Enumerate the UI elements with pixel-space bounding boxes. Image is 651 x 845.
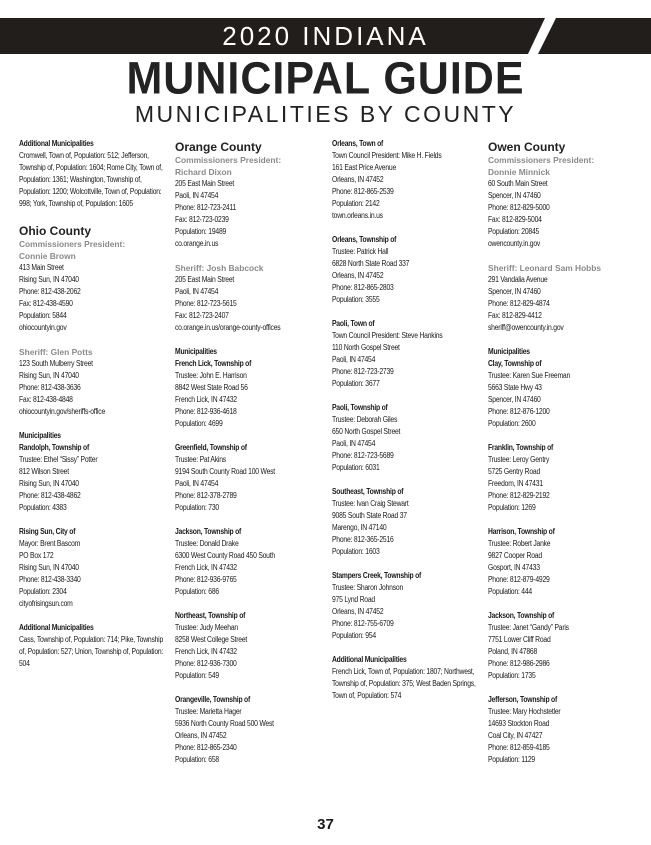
entry-line: Phone: 812-936-4618 [175,407,237,416]
entry-line: co.orange.in.us [175,239,219,248]
entry-line: Trustee: Robert Janke [488,539,551,548]
entry-line: Trustee: Pat Akins [175,455,226,464]
entry-line: Phone: 812-438-3340 [19,575,81,584]
entry-heading: Clay, Township of [488,359,542,368]
entry-line: Fax: 812-723-2407 [175,311,229,320]
entry-line: Trustee: Ivan Craig Stewart [332,499,409,508]
spacer [332,390,480,402]
entry-line: Trustee: John E. Harrison [175,371,247,380]
entry-line: Population: 1735 [488,671,536,680]
column-1 [19,138,167,670]
entry-line: 8842 West State Road 56 [175,383,248,392]
entry-line: Population: 658 [175,755,219,764]
entry-line: Town Council President: Steve Hankins [332,331,443,340]
entry-heading: Paoli, Town of [332,319,375,328]
spacer [488,514,636,526]
entry-line: Population: 444 [488,587,532,596]
spacer [332,222,480,234]
entry-line: Spencer, IN 47460 [488,287,541,296]
entry-line: Phone: 812-723-5615 [175,299,237,308]
entry-line: Orleans, IN 47452 [332,607,384,616]
officer-label: Sheriff: Glen Potts [19,347,93,357]
entry-line: PO Box 172 [19,551,54,560]
entry-line: Population: 2304 [19,587,67,596]
column-4 [488,138,636,766]
entry-line: Phone: 812-876-1200 [488,407,550,416]
entry-line: Phone: 812-865-2803 [332,283,394,292]
entry-line: Paoli, IN 47454 [332,355,376,364]
entry-line: Gosport, IN 47433 [488,563,540,572]
entry-line: 110 North Gospel Street [332,343,400,352]
county-name: Owen County [488,140,566,154]
entry-line: Fax: 812-438-4590 [19,299,73,308]
officer-label: Donnie Minnick [488,167,550,177]
entry-line: Trustee: Karen Sue Freeman [488,371,571,380]
entry-heading: Jackson, Township of [175,527,242,536]
entry-line: Phone: 812-986-2986 [488,659,550,668]
entry-line: Coal City, IN 47427 [488,731,543,740]
entry-paragraph: Cass, Township of, Population: 714; Pike, Township of, Population: 527; Union, Township of, Population: 504 [19,635,164,668]
entry-line: Phone: 812-365-2516 [332,535,394,544]
entry-line: Phone: 812-438-4862 [19,491,81,500]
entry-line: Phone: 812-378-2789 [175,491,237,500]
spacer [175,250,323,262]
entry-line: 413 Main Street [19,263,64,272]
entry-heading: Jackson, Township of [488,611,555,620]
entry-line: 9827 Cooper Road [488,551,542,560]
entry-line: Phone: 812-829-4874 [488,299,550,308]
entry-line: Trustee: Leroy Gentry [488,455,550,464]
entry-paragraph: Cromwell, Town of, Population: 512; Jefferson, Township of, Population: 1604; Rome City, Town of, Population: 1361; Washington, Township of, Population: 1200; Wolcottville, Town of, Population: 998; York, Township of, Population: 1605 [19,151,163,208]
entry-line: Population: 1129 [488,755,536,764]
entry-line: 6828 North State Road 337 [332,259,410,268]
entry-line: Orleans, IN 47452 [332,271,384,280]
year-title: 2020 INDIANA [222,21,429,51]
entry-line: 291 Vandalia Avenue [488,275,548,284]
entry-line: Poland, IN 47868 [488,647,538,656]
entry-line: Phone: 812-438-2062 [19,287,81,296]
entry-line: Population: 1603 [332,547,380,556]
spacer [332,558,480,570]
entry-line: Spencer, IN 47460 [488,191,541,200]
entry-line: Orleans, IN 47452 [175,731,227,740]
entry-heading: French Lick, Township of [175,359,252,368]
entry-line: Population: 5844 [19,311,67,320]
entry-line: Trustee: Mary Hochstetler [488,707,561,716]
entry-line: Population: 1269 [488,503,536,512]
entry-line: Population: 2600 [488,419,536,428]
spacer [332,642,480,654]
spacer [175,598,323,610]
entry-line: Trustee: Donald Drake [175,539,239,548]
entry-line: Phone: 812-829-2192 [488,491,550,500]
entry-line: Population: 3555 [332,295,380,304]
entry-line: French Lick, IN 47432 [175,395,237,404]
entry-line: 161 East Price Avenue [332,163,397,172]
entry-line: Mayor: Brent Bascom [19,539,81,548]
entry-heading: Randolph, Township of [19,443,89,452]
entry-line: Population: 4699 [175,419,223,428]
entry-line: Trustee: Sharon Johnson [332,583,404,592]
entry-line: Phone: 812-865-2539 [332,187,394,196]
entry-line: Orleans, IN 47452 [332,175,384,184]
entry-line: Phone: 812-859-4185 [488,743,550,752]
entry-line: Phone: 812-723-5689 [332,451,394,460]
entry-line: French Lick, IN 47432 [175,647,237,656]
entry-line: 14693 Stockton Road [488,719,550,728]
spacer [175,430,323,442]
entry-line: 9194 South County Road 100 West [175,467,275,476]
officer-label: Connie Brown [19,251,76,261]
entry-line: Phone: 812-723-2739 [332,367,394,376]
entry-line: Phone: 812-755-6709 [332,619,394,628]
entry-line: Phone: 812-829-5000 [488,203,550,212]
entry-line: Population: 2142 [332,199,380,208]
spacer [488,250,636,262]
entry-heading: Northeast, Township of [175,611,246,620]
entry-line: ohiocountyin.gov [19,323,67,332]
spacer [19,514,167,526]
spacer [332,306,480,318]
header-banner [0,18,651,54]
column-2 [175,138,323,766]
entry-line: 9085 South State Road 37 [332,511,407,520]
entry-line: 5663 State Hwy 43 [488,383,542,392]
entry-line: 6300 West County Road 450 South [175,551,275,560]
spacer [175,334,323,346]
entry-line: Trustee: Judy Meehan [175,623,238,632]
entry-heading: Rising Sun, City of [19,527,76,536]
entry-line: 8258 West College Street [175,635,248,644]
entry-heading: Stampers Creek, Township of [332,571,422,580]
entry-heading: Jefferson, Township of [488,695,558,704]
spacer [488,334,636,346]
entry-line: sheriff@owencounty.in.gov [488,323,564,332]
entry-line: owencounty.in.gov [488,239,541,248]
entry-line: Paoli, IN 47454 [175,479,219,488]
entry-line: Spencer, IN 47460 [488,395,541,404]
entry-line: 5725 Gentry Road [488,467,541,476]
entry-line: Trustee: Marietta Hager [175,707,242,716]
entry-line: Rising Sun, IN 47040 [19,275,79,284]
entry-heading: Paoli, Township of [332,403,388,412]
column-3 [332,138,480,702]
officer-label: Commissioners President: [175,155,282,165]
entry-line: Trustee: Patrick Hall [332,247,389,256]
entry-line: town.orleans.in.us [332,211,383,220]
entry-heading: Municipalities [488,347,530,356]
officer-label: Commissioners President: [19,239,126,249]
entry-line: cityofrisingsun.com [19,599,73,608]
entry-line: Trustee: Deborah Giles [332,415,398,424]
entry-line: Rising Sun, IN 47040 [19,479,79,488]
entry-heading: Greenfield, Township of [175,443,247,452]
entry-line: Population: 954 [332,631,376,640]
entry-line: 60 South Main Street [488,179,548,188]
spacer [19,418,167,430]
entry-line: 812 Wilson Street [19,467,69,476]
entry-line: Population: 4383 [19,503,67,512]
entry-line: Population: 20845 [488,227,540,236]
entry-heading: Orleans, Township of [332,235,397,244]
entry-line: Fax: 812-829-5004 [488,215,542,224]
spacer [19,610,167,622]
spacer [332,474,480,486]
entry-heading: Orangeville, Township of [175,695,251,704]
entry-heading: Additional Municipalities [19,139,94,148]
entry-line: Paoli, IN 47454 [332,439,376,448]
spacer [488,682,636,694]
entry-line: Phone: 812-936-7300 [175,659,237,668]
entry-heading: Additional Municipalities [332,655,407,664]
officer-label: Sheriff: Josh Babcock [175,263,264,273]
spacer [488,598,636,610]
entry-heading: Orleans, Town of [332,139,384,148]
entry-line: Population: 549 [175,671,219,680]
spacer [175,682,323,694]
entry-heading: Harrison, Township of [488,527,555,536]
entry-line: Trustee: Ethel “Sissy” Potter [19,455,98,464]
entry-line: Fax: 812-723-0239 [175,215,229,224]
entry-line: 123 South Mulberry Street [19,359,93,368]
page-subtitle: MUNICIPALITIES BY COUNTY [134,101,517,127]
entry-line: Trustee: Janet “Gandy” Paris [488,623,569,632]
spacer [175,514,323,526]
entry-line: ohiocountyin.gov/sheriffs-office [19,407,106,416]
entry-line: Population: 730 [175,503,219,512]
entry-line: Phone: 812-879-4929 [488,575,550,584]
entry-line: Freedom, IN 47431 [488,479,543,488]
entry-line: 205 East Main Street [175,275,235,284]
entry-line: Town Council President: Mike H. Fields [332,151,442,160]
entry-heading: Additional Municipalities [19,623,94,632]
entry-line: Rising Sun, IN 47040 [19,563,79,572]
page-title: MUNICIPAL GUIDE [126,53,525,105]
entry-line: Population: 6031 [332,463,380,472]
entry-heading: Municipalities [19,431,61,440]
entry-line: 7751 Lower Cliff Road [488,635,551,644]
entry-line: Population: 686 [175,587,219,596]
entry-line: Phone: 812-438-3636 [19,383,81,392]
entry-heading: Municipalities [175,347,217,356]
entry-line: Phone: 812-865-2340 [175,743,237,752]
entry-line: French Lick, IN 47432 [175,563,237,572]
entry-line: Population: 19489 [175,227,227,236]
entry-paragraph: French Lick, Town of, Population: 1807; Northwest, Township of, Population: 375; West Baden Springs, Town of, Population: 574 [332,667,476,700]
entry-line: Phone: 812-936-9765 [175,575,237,584]
entry-line: 650 North Gospel Street [332,427,401,436]
spacer [19,334,167,346]
entry-line: Phone: 812-723-2411 [175,203,237,212]
entry-line: Paoli, IN 47454 [175,287,219,296]
entry-line: co.orange.in.us/orange-county-offices [175,323,281,332]
entry-line: 5936 North County Road 500 West [175,719,274,728]
officer-label: Commissioners President: [488,155,595,165]
spacer [19,210,167,222]
entry-line: 975 Lynd Road [332,595,375,604]
entry-line: Rising Sun, IN 47040 [19,371,79,380]
officer-label: Richard Dixon [175,167,232,177]
entry-line: 205 East Main Street [175,179,235,188]
county-name: Ohio County [19,224,91,238]
entry-line: Population: 3677 [332,379,380,388]
spacer [488,430,636,442]
page-number: 37 [317,816,334,833]
entry-line: Paoli, IN 47454 [175,191,219,200]
entry-line: Fax: 812-829-4412 [488,311,542,320]
entry-heading: Franklin, Township of [488,443,554,452]
entry-heading: Southeast, Township of [332,487,404,496]
officer-label: Sheriff: Leonard Sam Hobbs [488,263,602,273]
entry-line: Marengo, IN 47140 [332,523,387,532]
entry-line: Fax: 812-438-4848 [19,395,73,404]
county-name: Orange County [175,140,262,154]
